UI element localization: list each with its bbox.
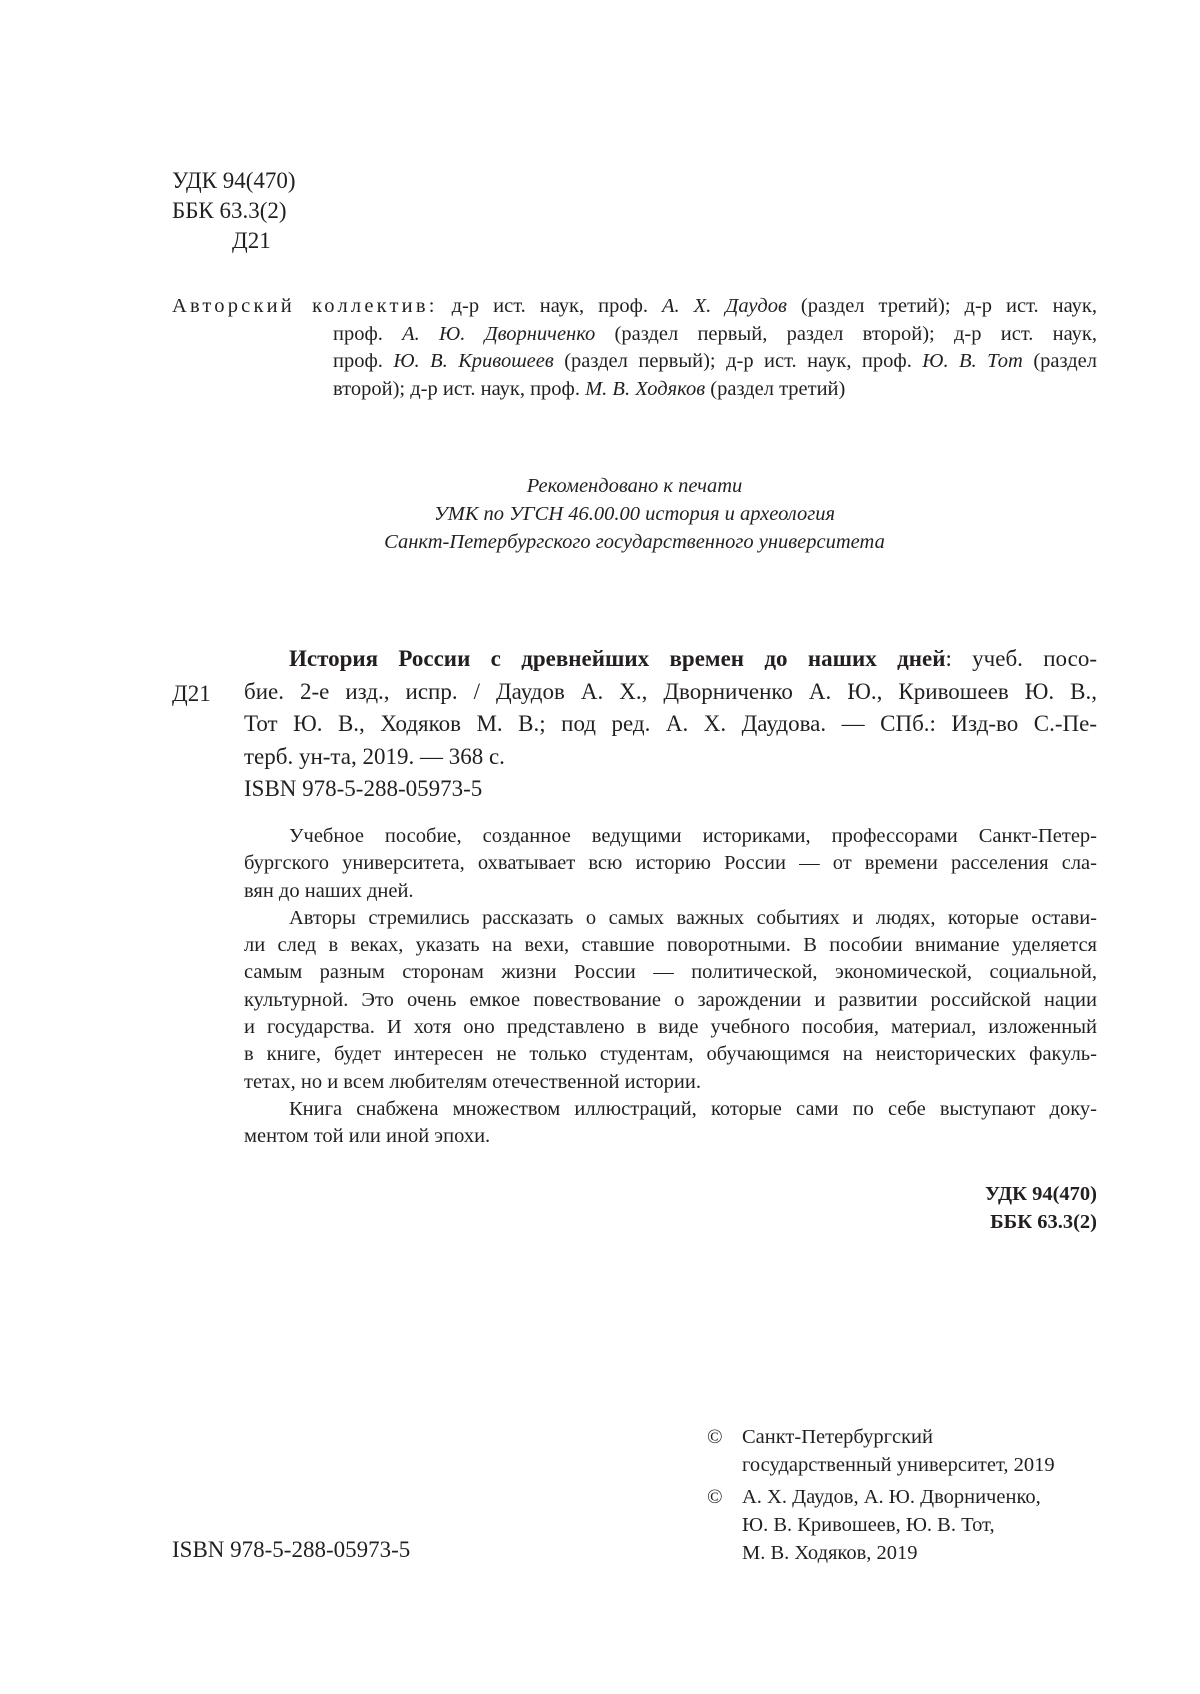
bottom-classification: [985, 1180, 1097, 1236]
annotation-line: ли след в веках, указать на вехи, ставшие поворотными. В пособии внимание уделяется: [244, 932, 1097, 959]
authors-text: (раздел третий); д-р ист. наук,: [787, 295, 1097, 317]
annotation-line: вян до наших дней.: [244, 878, 1097, 905]
annotation-line: ментом той или иной эпохи.: [244, 1123, 1097, 1150]
recommendation-line: Санкт-Петербургского государственного университета: [172, 528, 1097, 556]
annotation-line: Книга снабжена множеством иллюстраций, которые сами по себе выступают доку-: [244, 1096, 1097, 1123]
annotation-line: культурной. Это очень емкое повествование о зарождении и развитии российской нации: [244, 987, 1097, 1014]
annotation-line: тетах, но и всем любителям отечественной истории.: [244, 1069, 1097, 1096]
udk-code-bottom: УДК 94(470): [985, 1180, 1097, 1208]
copyright-block: [707, 1423, 1107, 1571]
annotation-line: и государства. И хотя оно представлено в виде учебного пособия, материал, изложенный: [244, 1014, 1097, 1041]
copyright-line: М. В. Ходяков, 2019: [742, 1539, 1107, 1567]
copyright-line: государственный университет, 2019: [742, 1451, 1107, 1479]
authors-text: второй); д-р ист. наук, проф.: [333, 378, 585, 400]
biblio-line: терб. ун-та, 2019. — 368 с.: [244, 741, 1097, 774]
biblio-text: : учеб. посо-: [945, 646, 1097, 671]
book-title: История России с древнейших времен до наших дней: [289, 646, 945, 671]
authors-text: проф.: [333, 350, 393, 372]
copyright-symbol: ©: [707, 1423, 723, 1451]
annotation-line: в книге, будет интересен не только студентам, обучающимся на неисторических факуль-: [244, 1041, 1097, 1068]
copyright-authors: [707, 1483, 1107, 1567]
copyright-line: Ю. В. Кривошеев, Ю. В. Тот,: [742, 1511, 1107, 1539]
biblio-cutter: Д21: [172, 678, 211, 710]
cutter-code: Д21: [172, 226, 296, 256]
udk-code: УДК 94(470): [172, 166, 296, 196]
copyright-symbol: ©: [707, 1483, 723, 1511]
recommendation-line: УМК по УГСН 46.00.00 история и археология: [172, 500, 1097, 528]
recommendation-block: [172, 472, 1097, 556]
annotation-line: Авторы стремились рассказать о самых важных событиях и людях, которые остави-: [244, 905, 1097, 932]
annotation-line: Учебное пособие, созданное ведущими историками, профессорами Санкт-Петер-: [244, 823, 1097, 850]
bibliographic-record: [244, 643, 1097, 806]
annotation-line: самым разным сторонам жизни России — политической, экономической, социальной,: [244, 959, 1097, 986]
biblio-line: Тот Ю. В., Ходяков М. В.; под ред. А. Х. Даудова. — СПб.: Изд-во С.-Пе-: [244, 708, 1097, 741]
authors-text: (раздел первый, раздел второй); д-р ист. наук,: [595, 323, 1097, 345]
author-name: А. Х. Даудов: [662, 295, 787, 317]
author-name: Ю. В. Тот: [922, 350, 1023, 372]
authors-text: д-р ист. наук, проф.: [438, 295, 662, 317]
authors-text: (раздел третий): [705, 378, 845, 400]
copyright-university: [707, 1423, 1107, 1479]
copyright-line: Санкт-Петербургский: [742, 1423, 1107, 1451]
recommendation-line: Рекомендовано к печати: [172, 472, 1097, 500]
copyright-line: А. Х. Даудов, А. Ю. Дворниченко,: [742, 1483, 1107, 1511]
authors-text: (раздел: [1023, 350, 1097, 372]
imprint-page: [0, 0, 1200, 1694]
biblio-line: бие. 2-е изд., испр. / Даудов А. Х., Дворниченко А. Ю., Кривошеев Ю. В.,: [244, 676, 1097, 709]
biblio-line: [289, 643, 1097, 676]
annotation-line: бургского университета, охватывает всю историю России — от времени расселения сла-: [244, 850, 1097, 877]
authors-text: (раздел первый); д-р ист. наук, проф.: [554, 350, 923, 372]
authors-line-3: [333, 348, 1097, 376]
authors-line-1: [172, 293, 1097, 321]
bbk-code: ББК 63.3(2): [172, 196, 296, 226]
bbk-code-bottom: ББК 63.3(2): [985, 1208, 1097, 1236]
authors-text: проф.: [333, 323, 402, 345]
authors-lead: Авторский коллектив:: [172, 295, 438, 317]
annotation-block: [244, 823, 1097, 1151]
author-name: Ю. В. Кривошеев: [393, 350, 553, 372]
author-name: А. Ю. Дворниченко: [402, 323, 595, 345]
authors-line-2: [333, 321, 1097, 349]
classification-block: [172, 166, 296, 256]
isbn-bottom: ISBN 978-5-288-05973-5: [172, 1535, 410, 1565]
author-name: М. В. Ходяков: [585, 378, 705, 400]
biblio-isbn: ISBN 978-5-288-05973-5: [244, 773, 1097, 806]
authors-block: [172, 293, 1097, 403]
authors-line-4: [333, 376, 1097, 404]
